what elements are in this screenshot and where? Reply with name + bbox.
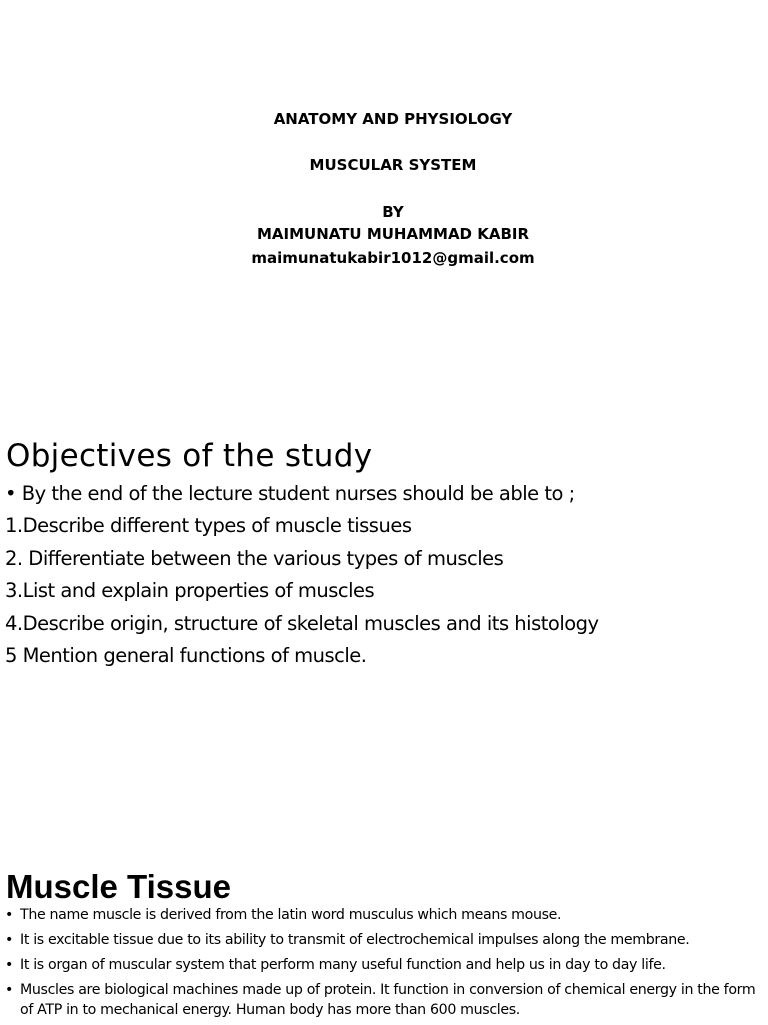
list-item [5, 930, 765, 950]
objective-item: 1.Describe different types of muscle tissues [5, 514, 412, 538]
objective-item: 3.List and explain properties of muscles [5, 579, 375, 603]
objective-item: 5 Mention general functions of muscle. [5, 644, 367, 668]
title-slide [0, 0, 768, 420]
bullet-icon: • [5, 932, 14, 948]
author-name: MAIMUNATU MUHAMMAD KABIR [256, 225, 530, 243]
topic-title: MUSCULAR SYSTEM [309, 156, 477, 174]
list-item [5, 980, 765, 1020]
muscle-tissue-heading: Muscle Tissue [6, 868, 231, 905]
objective-intro: • By the end of the lecture student nurses should be able to ; [5, 482, 575, 505]
objectives-list [5, 478, 599, 672]
objectives-heading: Objectives of the study [6, 438, 373, 474]
objectives-slide [0, 430, 768, 690]
muscle-tissue-list [5, 905, 765, 1025]
list-item-text: It is organ of muscular system that perform many useful function and help us in day to day life. [20, 957, 666, 973]
author-email: maimunatukabir1012@gmail.com [251, 249, 535, 267]
list-item [5, 905, 765, 925]
bullet-icon: • [5, 982, 14, 998]
muscle-tissue-slide [0, 860, 768, 1024]
list-item-text: Muscles are biological machines made up of protein. It function in conversion of chemical energy in the form of ATP in to mechanical energy. Human body has more than 600 muscles. [20, 982, 756, 1018]
list-item [5, 955, 765, 975]
bullet-icon: • [5, 957, 14, 973]
objective-item: 2. Differentiate between the various types of muscles [5, 546, 504, 570]
course-title: ANATOMY AND PHYSIOLOGY [273, 110, 513, 128]
objective-item: 4.Describe origin, structure of skeletal muscles and its histology [5, 611, 599, 635]
list-item-text: The name muscle is derived from the latin word musculus which means mouse. [20, 907, 562, 923]
list-item-text: It is excitable tissue due to its ability to transmit of electrochemical impulses along the membrane. [20, 932, 690, 948]
bullet-icon: • [5, 907, 14, 923]
by-label: BY [382, 203, 404, 221]
